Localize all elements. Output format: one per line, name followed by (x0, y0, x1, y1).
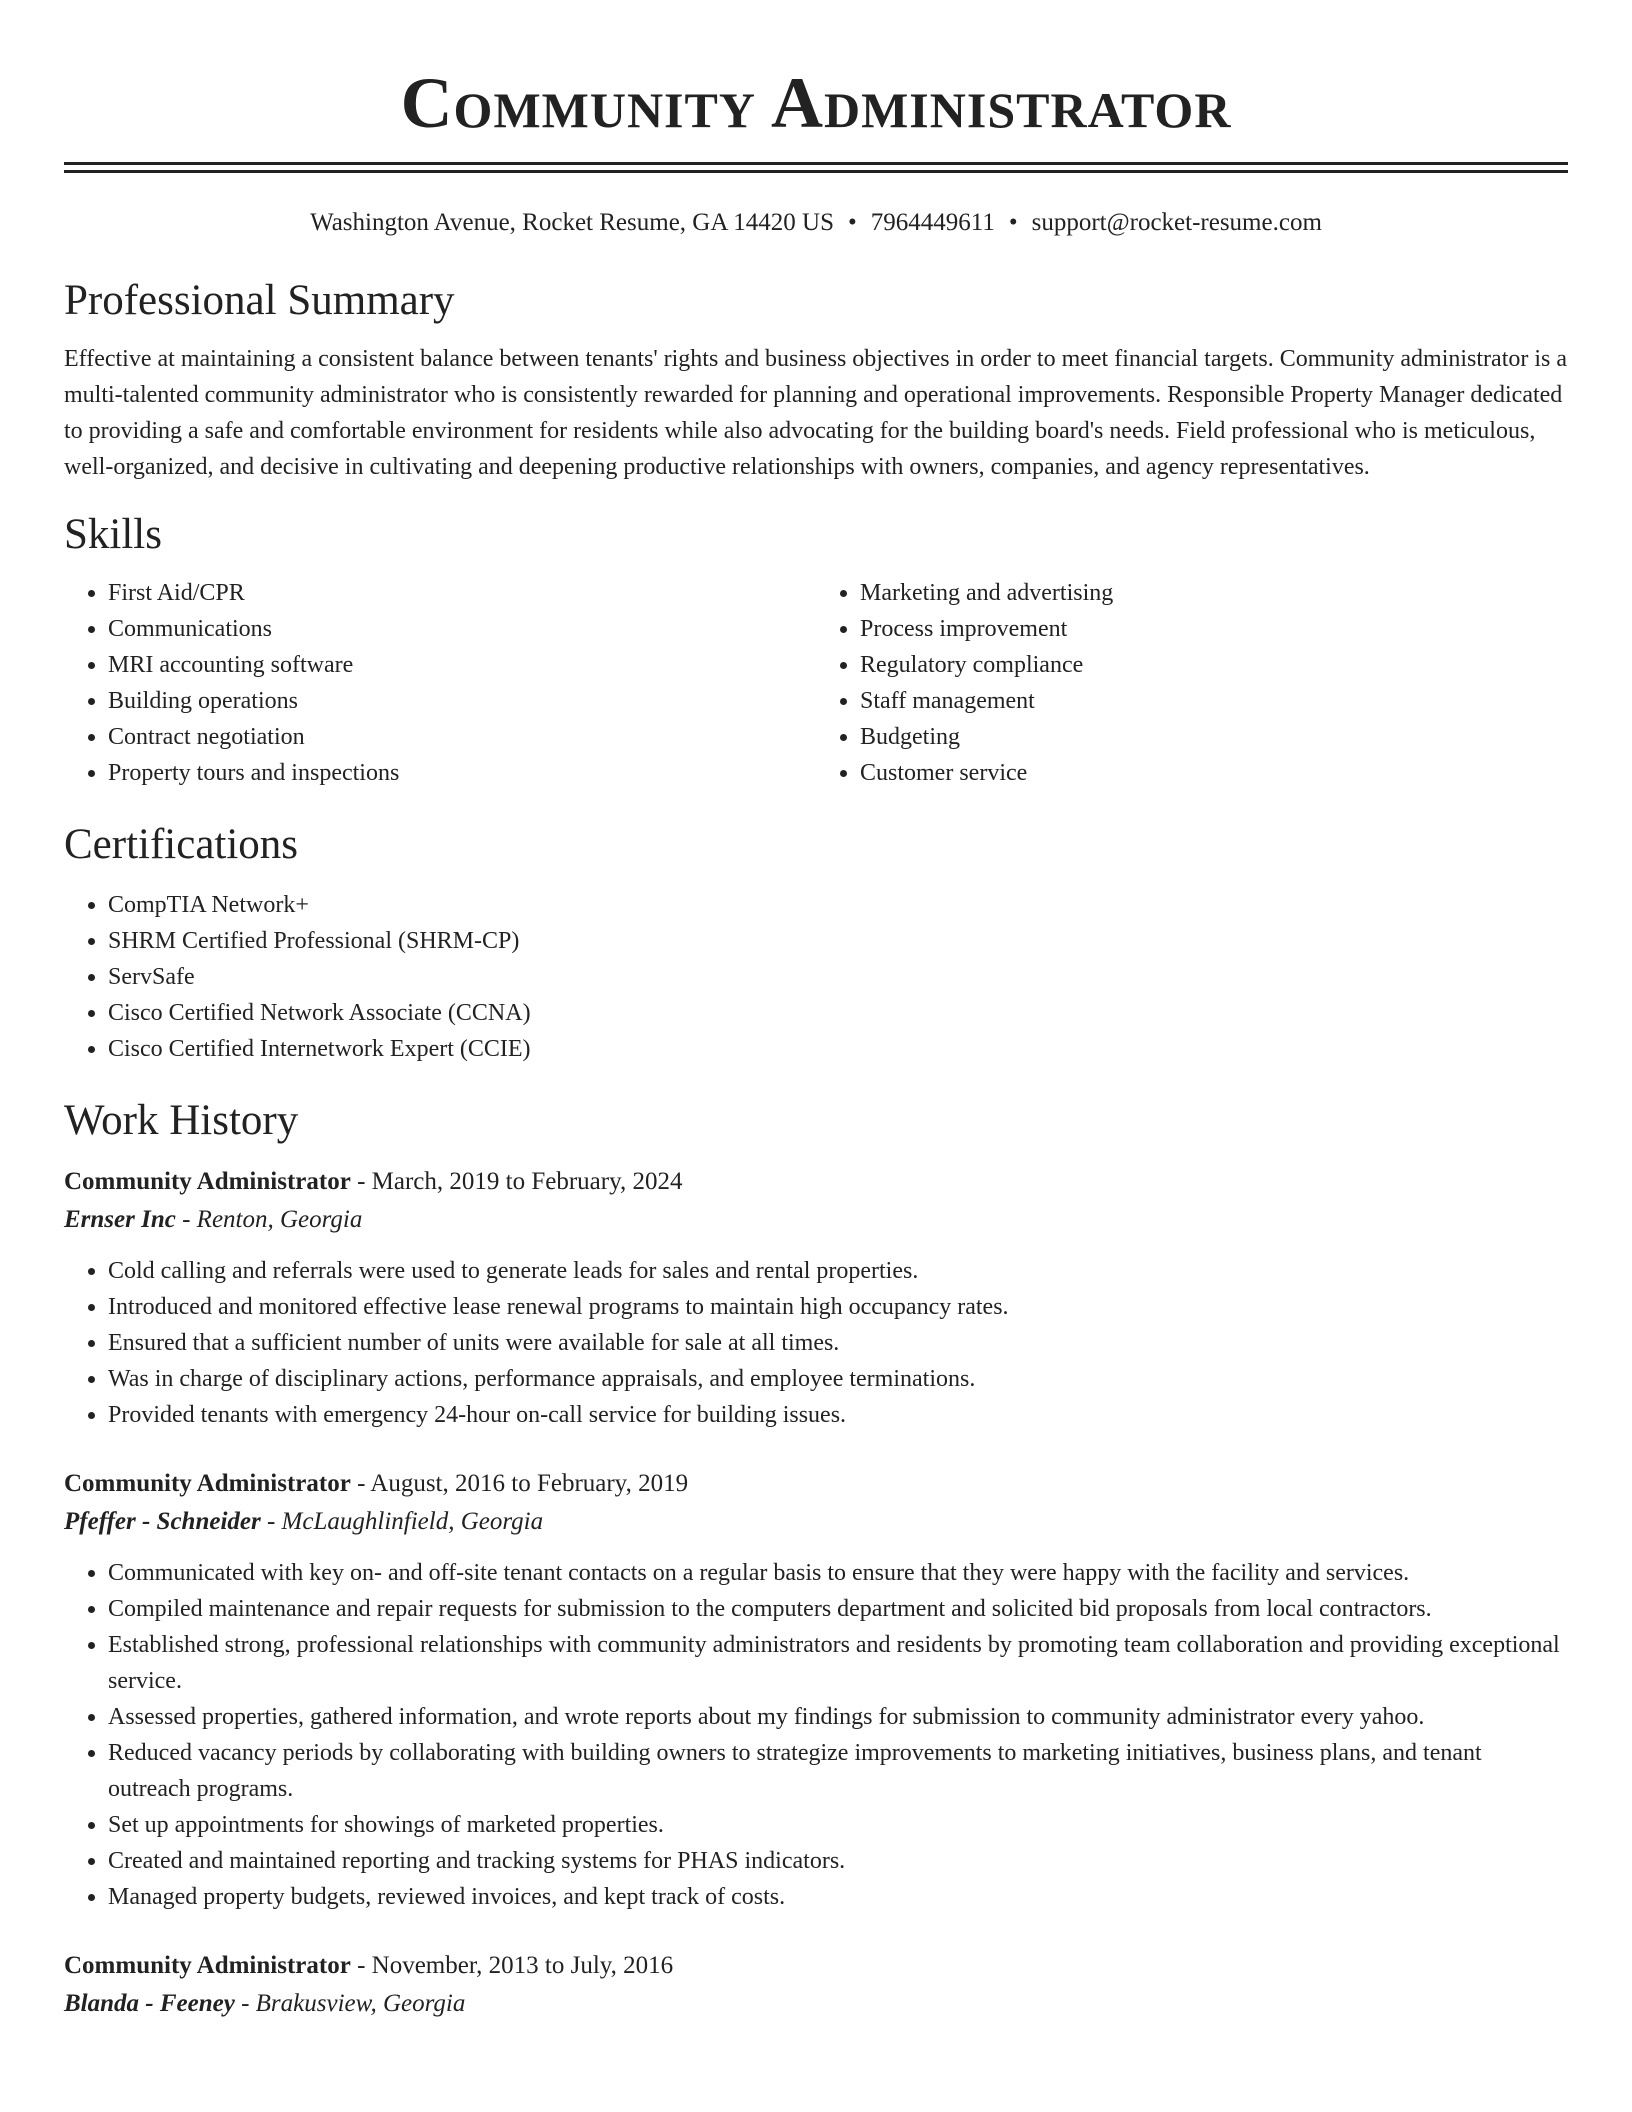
certification-item: • ServSafe (108, 959, 1568, 995)
header-double-rule (64, 162, 1568, 173)
job-bullet: • Compiled maintenance and repair requests for submission to the computers department and solicited bid proposals from local contractors. (108, 1591, 1568, 1627)
skill-item: • MRI accounting software (108, 647, 816, 683)
candidate-name: Community Administrator (400, 63, 1232, 143)
summary-heading: Professional Summary (64, 277, 455, 324)
job-bullets (64, 1555, 1568, 1915)
job-bullet: • Communicated with key on- and off-site tenant contacts on a regular basis to ensure that they were happy with the facility and services. (108, 1555, 1568, 1591)
contact-email[interactable]: support@rocket-resume.com (1031, 209, 1322, 236)
certification-item: • Cisco Certified Network Associate (CCNA) (108, 995, 1568, 1031)
skills-list-left (64, 575, 816, 791)
skill-item: • First Aid/CPR (108, 575, 816, 611)
job-bullet: • Ensured that a sufficient number of units were available for sale at all times. (108, 1325, 1568, 1361)
job-header: Community Administrator - November, 2013 to July, 2016 (64, 1952, 674, 1979)
certification-item: • SHRM Certified Professional (SHRM-CP) (108, 923, 1568, 959)
skill-item: • Staff management (860, 683, 1568, 719)
skill-item: • Building operations (108, 683, 816, 719)
skills-columns (64, 575, 1568, 791)
job-header: Community Administrator - August, 2016 to February, 2019 (64, 1470, 689, 1497)
certifications-heading: Certifications (64, 821, 299, 868)
skill-item: • Process improvement (860, 611, 1568, 647)
summary-text: Effective at maintaining a consistent balance between tenants' rights and business objectives in order to meet financial targets. Community administrator is a multi-talented community administrator who is consistently rewarded for planning and operational improvements. Responsible Property Manager dedicated to providing a safe and comfortable environment for residents while also advocating for the building board's needs. Field professional who is meticulous, well-organized, and decisive in cultivating and deepening productive relationships with owners, companies, and agency representatives. (64, 346, 1568, 480)
job-bullet: • Assessed properties, gathered information, and wrote reports about my findings for submission to community administrator every yahoo. (108, 1699, 1568, 1735)
job-role: Community Administrator (64, 1952, 351, 1979)
skill-item: • Budgeting (860, 719, 1568, 755)
job-company-line: Ernser Inc - Renton, Georgia (64, 1206, 363, 1233)
job-bullet: • Established strong, professional relationships with community administrators and residents by promoting team collaboration and providing exceptional service. (108, 1627, 1568, 1699)
job-company: Ernser Inc (64, 1206, 176, 1233)
skill-item: • Customer service (860, 755, 1568, 791)
job-dates: November, 2013 to July, 2016 (371, 1952, 674, 1979)
skill-item: • Property tours and inspections (108, 755, 816, 791)
job-entry (64, 1465, 1568, 1915)
job-company: Pfeffer - Schneider (64, 1508, 261, 1535)
contact-phone[interactable]: 7964449611 (870, 209, 995, 236)
job-bullets (64, 1253, 1568, 1433)
job-location: Renton, Georgia (196, 1206, 363, 1233)
job-location: McLaughlinfield, Georgia (281, 1508, 544, 1535)
contact-line (64, 207, 1568, 239)
contact-separator: • (847, 209, 857, 236)
job-role: Community Administrator (64, 1168, 351, 1195)
skill-item: • Marketing and advertising (860, 575, 1568, 611)
job-entry (64, 1163, 1568, 1433)
contact-separator: • (1008, 209, 1018, 236)
job-bullet: • Was in charge of disciplinary actions, performance appraisals, and employee terminations. (108, 1361, 1568, 1397)
job-company-line: Blanda - Feeney - Brakusview, Georgia (64, 1990, 466, 2017)
job-header: Community Administrator - March, 2019 to February, 2024 (64, 1168, 683, 1195)
job-role: Community Administrator (64, 1470, 351, 1497)
job-company: Blanda - Feeney (64, 1990, 235, 2017)
skills-heading: Skills (64, 511, 162, 558)
job-bullet: • Created and maintained reporting and tracking systems for PHAS indicators. (108, 1843, 1568, 1879)
job-bullet: • Provided tenants with emergency 24-hour on-call service for building issues. (108, 1397, 1568, 1433)
job-bullet: • Set up appointments for showings of marketed properties. (108, 1807, 1568, 1843)
contact-address: Washington Avenue, Rocket Resume, GA 14420 US (310, 209, 834, 236)
job-bullet: • Cold calling and referrals were used to generate leads for sales and rental properties. (108, 1253, 1568, 1289)
job-location: Brakusview, Georgia (255, 1990, 466, 2017)
job-company-line: Pfeffer - Schneider - McLaughlinfield, Georgia (64, 1508, 544, 1535)
certifications-list (64, 887, 1568, 1067)
skill-item: • Contract negotiation (108, 719, 816, 755)
job-bullet: • Managed property budgets, reviewed invoices, and kept track of costs. (108, 1879, 1568, 1915)
job-dates: March, 2019 to February, 2024 (371, 1168, 683, 1195)
skills-list-right (816, 575, 1568, 791)
certification-item: • Cisco Certified Internetwork Expert (CCIE) (108, 1031, 1568, 1067)
job-bullet: • Introduced and monitored effective lease renewal programs to maintain high occupancy rates. (108, 1289, 1568, 1325)
job-bullet: • Reduced vacancy periods by collaborating with building owners to strategize improvements to marketing initiatives, business plans, and tenant outreach programs. (108, 1735, 1568, 1807)
work-history-heading: Work History (64, 1097, 299, 1144)
skill-item: • Regulatory compliance (860, 647, 1568, 683)
job-dates: August, 2016 to February, 2019 (370, 1470, 689, 1497)
certification-item: • CompTIA Network+ (108, 887, 1568, 923)
skill-item: • Communications (108, 611, 816, 647)
job-entry (64, 1947, 1568, 2023)
